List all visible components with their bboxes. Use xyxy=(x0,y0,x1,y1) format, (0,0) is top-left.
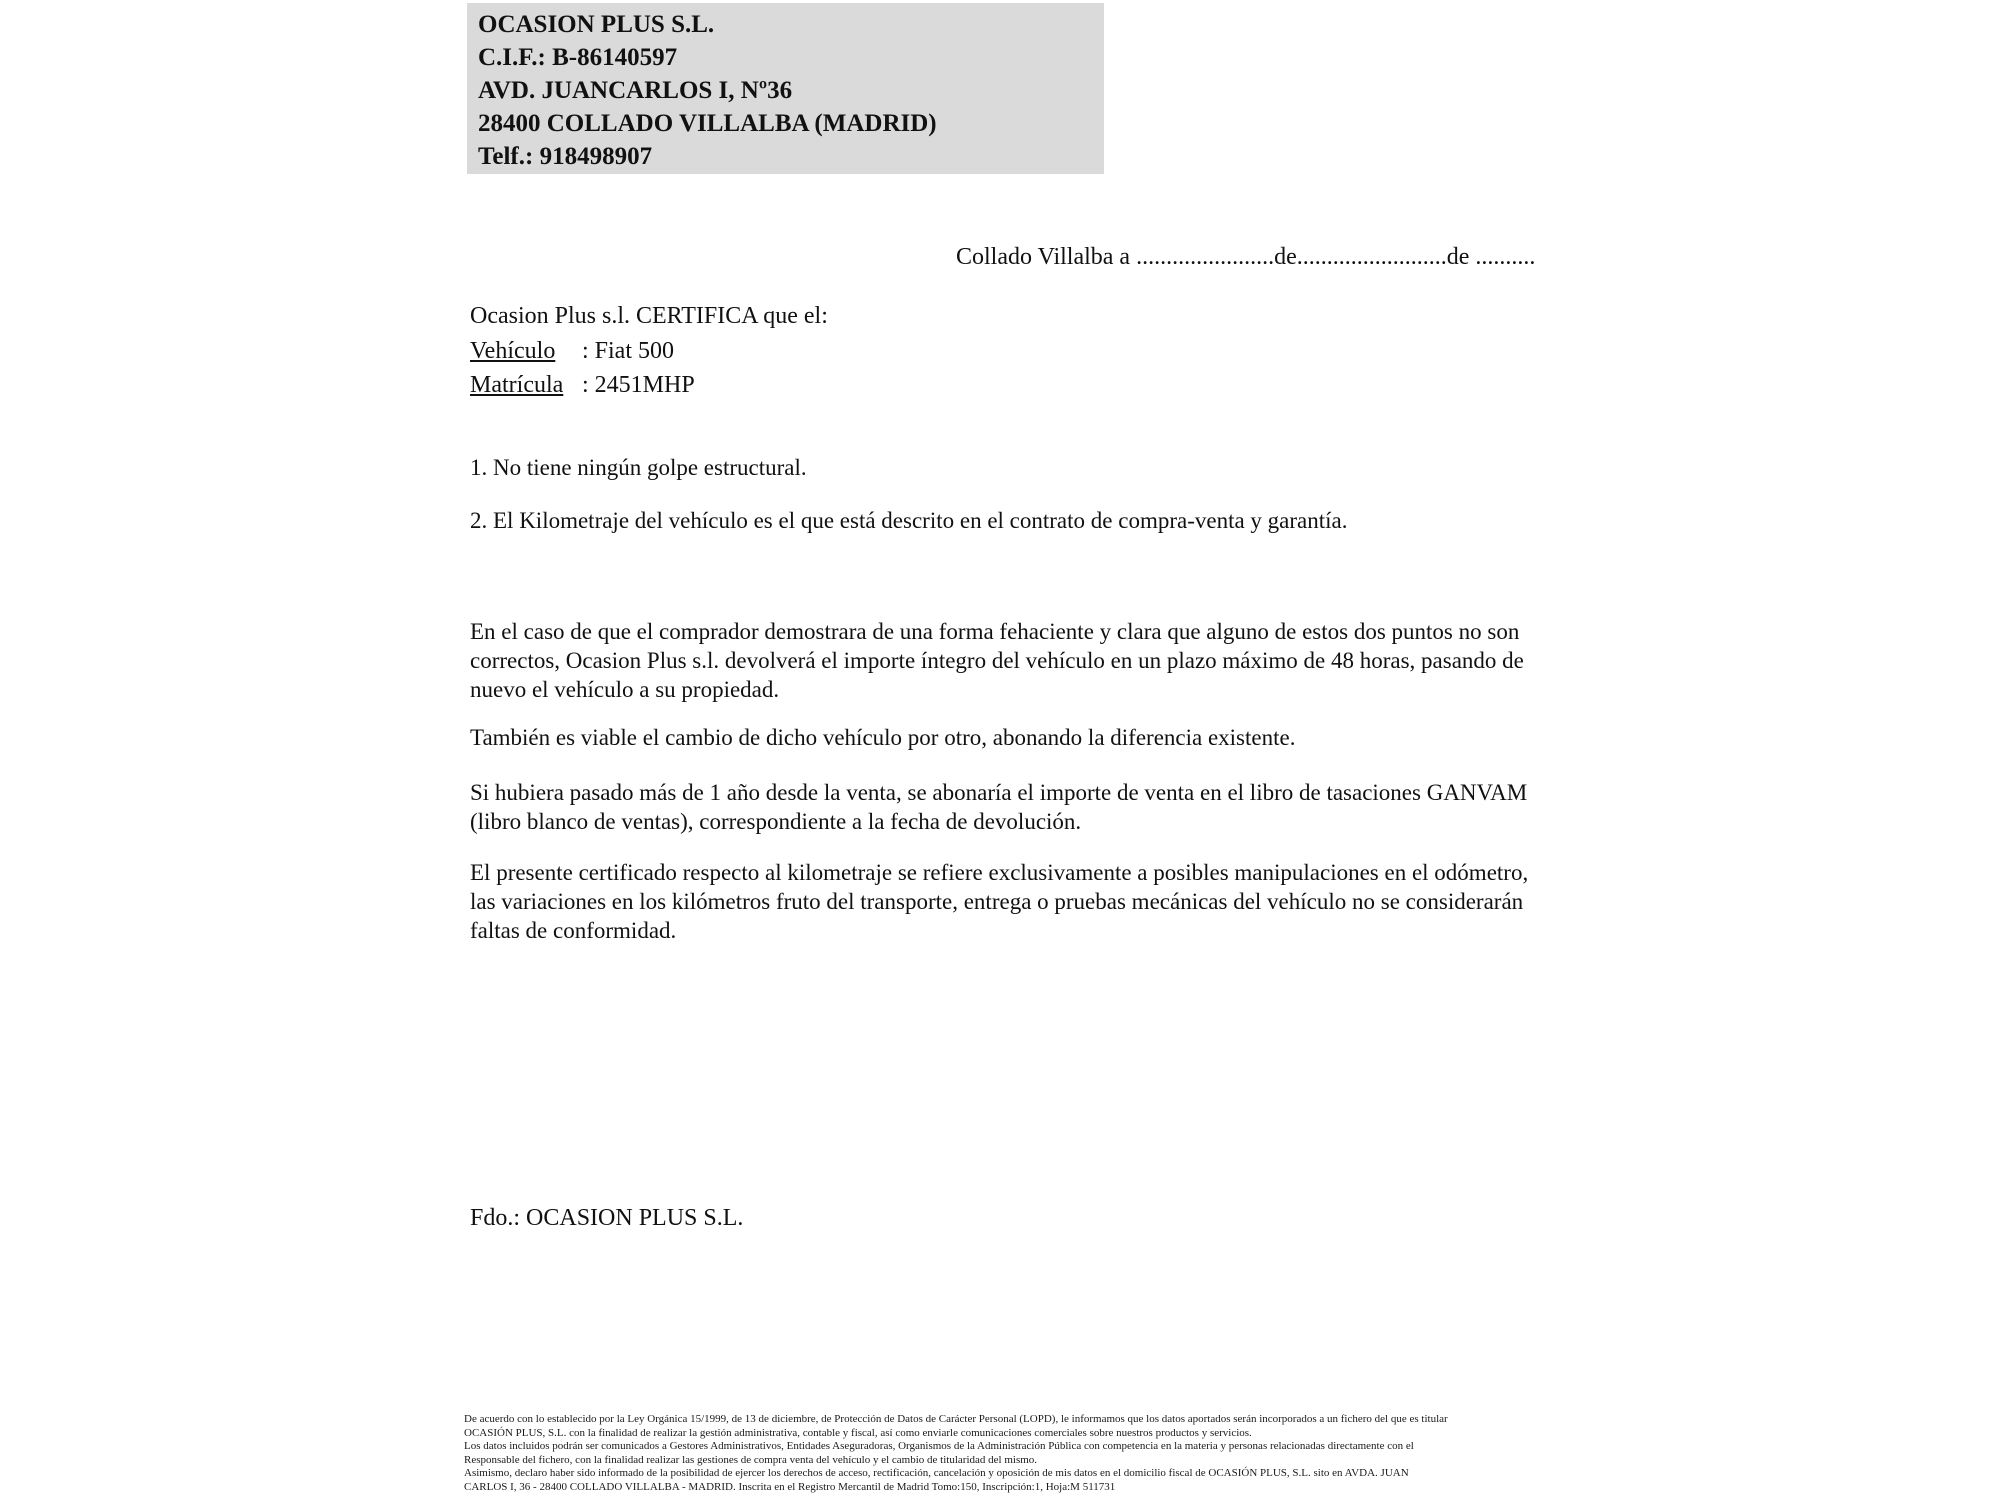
date-place-line: Collado Villalba a .......................de.........................de .......... xyxy=(956,244,1536,270)
certify-intro: Ocasion Plus s.l. CERTIFICA que el: xyxy=(470,303,828,329)
company-name: OCASION PLUS S.L. xyxy=(478,11,715,38)
legal-footer xyxy=(464,1413,1584,1494)
company-header-box xyxy=(467,3,1104,174)
legal-footer-line: OCASIÓN PLUS, S.L. con la finalidad de realizar la gestión administrativa, contable y fiscal, así como enviarle comunicaciones comerciales sobre nuestros productos y servicios. xyxy=(464,1426,1252,1439)
plate-value: : 2451MHP xyxy=(582,372,695,398)
refund-paragraph: En el caso de que el comprador demostrara de una forma fehaciente y clara que alguno de estos dos puntos no son correctos, Ocasion Plus s.l. devolverá el importe íntegro del vehículo en un plazo máximo de 48 horas, pasando de nuevo el vehículo a su propiedad. xyxy=(470,619,1524,702)
legal-footer-line: CARLOS I, 36 - 28400 COLLADO VILLALBA - MADRID. Inscrita en el Registro Mercantil de Madrid Tomo:150, Inscripción:1, Hoja:M 511731 xyxy=(464,1480,1116,1493)
company-phone: Telf.: 918498907 xyxy=(478,143,653,170)
ganvam-paragraph: Si hubiera pasado más de 1 año desde la venta, se abonaría el importe de venta en el libro de tasaciones GANVAM (libro blanco de ventas), correspondiente a la fecha de devolución. xyxy=(470,780,1528,834)
legal-footer-line: Responsable del fichero, con la finalidad realizar las gestiones de compra venta del vehículo y el cambio de titularidad del mismo. xyxy=(464,1453,1038,1466)
signature-line: Fdo.: OCASION PLUS S.L. xyxy=(470,1205,744,1231)
vehicle-label: Vehículo xyxy=(470,338,556,364)
company-address: AVD. JUANCARLOS I, Nº36 xyxy=(478,77,793,104)
plate-row xyxy=(470,372,695,399)
odometer-paragraph: El presente certificado respecto al kilometraje se refiere exclusivamente a posibles manipulaciones en el odómetro, las variaciones en los kilómetros fruto del transporte, entrega o pruebas mecánicas del vehículo no se considerarán faltas de conformidad. xyxy=(470,860,1529,943)
vehicle-value: : Fiat 500 xyxy=(582,338,675,364)
legal-footer-line: Asimismo, declaro haber sido informado de la posibilidad de ejercer los derechos de acceso, rectificación, cancelación y oposición de mis datos en el domicilio fiscal de OCASIÓN PLUS, S.L. sito en AVDA. JUAN xyxy=(464,1467,1409,1479)
company-city: 28400 COLLADO VILLALBA (MADRID) xyxy=(478,110,937,137)
company-cif: C.I.F.: B-86140597 xyxy=(478,44,678,71)
exchange-paragraph: También es viable el cambio de dicho vehículo por otro, abonando la diferencia existente. xyxy=(470,725,1296,750)
certified-point-1: 1. No tiene ningún golpe estructural. xyxy=(470,455,807,480)
vehicle-row xyxy=(470,338,674,365)
plate-label: Matrícula xyxy=(470,372,564,398)
certified-point-2: 2. El Kilometraje del vehículo es el que está descrito en el contrato de compra-venta y garantía. xyxy=(470,508,1348,533)
legal-footer-line: De acuerdo con lo establecido por la Ley Orgánica 15/1999, de 13 de diciembre, de Protección de Datos de Carácter Personal (LOPD), le informamos que los datos aportados serán incorporados a un fichero del que es titular xyxy=(464,1413,1448,1425)
legal-footer-line: Los datos incluidos podrán ser comunicados a Gestores Administrativos, Entidades Aseguradoras, Organismos de la Administración Pública con competencia en la materia y personas relacionadas directamente con el xyxy=(464,1440,1414,1452)
